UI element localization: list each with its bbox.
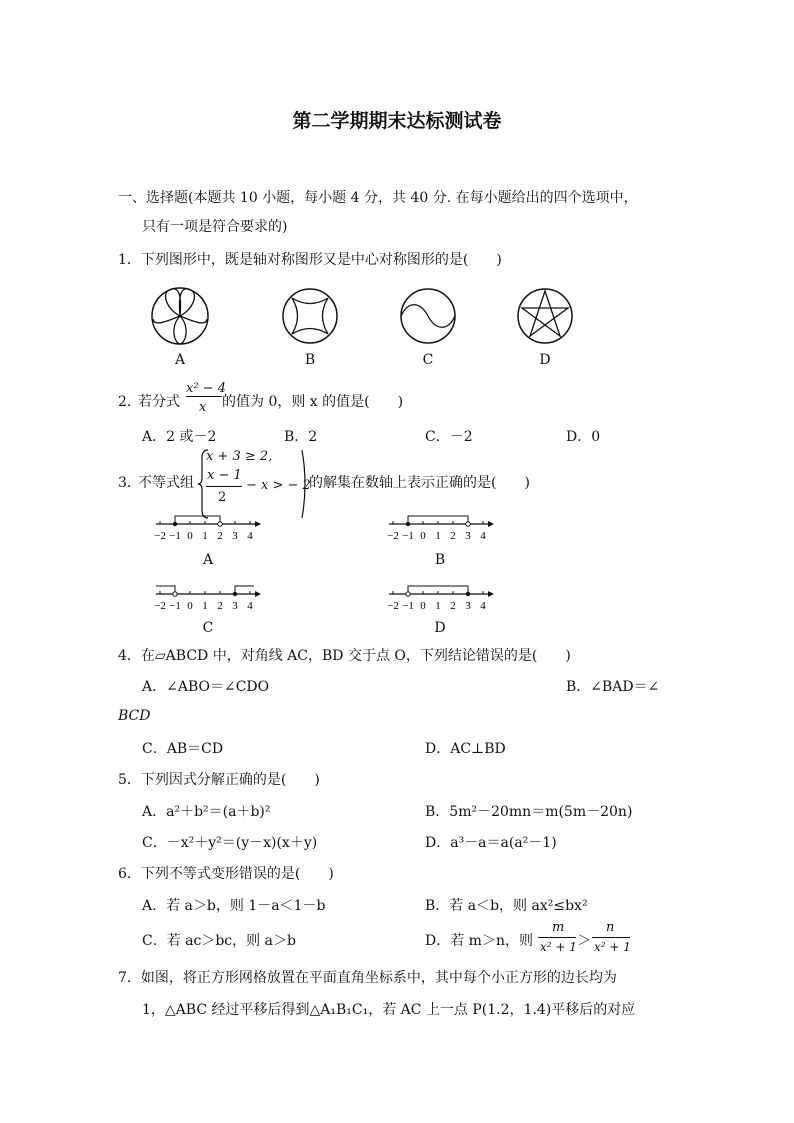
q4-option-b: B．∠BAD＝∠ [566, 679, 660, 695]
q3-numberline-a [150, 510, 270, 544]
tick-label: 4 [247, 530, 253, 542]
q5-stem: 5．下列因式分解正确的是( ) [118, 772, 320, 788]
tick-label: 0 [187, 600, 193, 612]
tick-label: −1 [402, 600, 414, 612]
q6-frac2-num: n [606, 920, 615, 935]
q2-option-b: B．2 [284, 429, 318, 445]
q1-stem: 1．下列图形中，既是轴对称图形又是中心对称图形的是( ) [118, 252, 502, 268]
tick-label: 0 [420, 530, 426, 542]
tick-label: 4 [480, 530, 486, 542]
q6-frac1-bar [538, 937, 576, 938]
q3-line2-rest: − x > − 2 [246, 478, 311, 493]
tick-label: 2 [450, 600, 456, 612]
tick-label: 3 [232, 530, 238, 542]
q2-pre: 若分式 [138, 394, 180, 410]
q6-option-c: C．若 ac＞bc，则 a＞b [142, 933, 296, 949]
tick-label: 3 [232, 600, 238, 612]
q1-label-b: B [304, 352, 316, 368]
q6-stem: 6．下列不等式变形错误的是( ) [118, 866, 334, 882]
tick-label: 4 [480, 600, 486, 612]
q3-numberline-b [383, 510, 503, 544]
q4-option-d: D．AC⊥BD [425, 741, 506, 757]
q6-frac-gt: ＞ [577, 933, 591, 949]
q3-label-c: C [202, 620, 214, 636]
q2-option-a: A．2 或－2 [142, 429, 217, 445]
q3-label-b: B [434, 552, 446, 568]
q7-line2: 1，△ABC 经过平移后得到△A₁B₁C₁，若 AC 上一点 P(1.2，1.4)平移后的对应 [142, 1002, 636, 1018]
q2-post: 的值为 0，则 x 的值是( ) [222, 394, 404, 410]
tick-label: 4 [247, 600, 253, 612]
q1-figure-a [140, 283, 240, 353]
q2-frac-den: x [199, 400, 207, 415]
q6-option-d-pre: D．若 m＞n，则 [425, 933, 533, 949]
q5-option-c: C．－x²＋y²＝(y－x)(x＋y) [142, 835, 318, 851]
q1-label-a: A [174, 352, 186, 368]
q2-frac-num: x² − 4 [186, 381, 226, 396]
q6-frac2-bar [592, 937, 630, 938]
tick-label: 2 [450, 530, 456, 542]
q3-num: 3． [118, 475, 141, 491]
tick-label: 3 [465, 600, 471, 612]
q4-option-b-cont: BCD [118, 708, 151, 724]
q3-frac-den: 2 [218, 490, 227, 505]
q6-option-a: A．若 a＞b，则 1－a＜1－b [142, 898, 326, 914]
q2-num: 2． [118, 394, 141, 410]
tick-label: 3 [465, 530, 471, 542]
q6-option-b: B．若 a＜b，则 ax²≤bx² [425, 898, 588, 914]
tick-label: −2 [154, 600, 166, 612]
q1-figure-b [270, 283, 370, 353]
section-heading: 一、选择题(本题共 10 小题，每小题 4 分，共 40 分. 在每小题给出的四个选项中， [118, 190, 638, 206]
q4-option-a: A．∠ABO＝∠CDO [142, 679, 270, 695]
section-heading-cont: 只有一项是符合要求的) [142, 219, 288, 235]
q6-frac1-num: m [552, 920, 565, 935]
q3-label-a: A [202, 552, 214, 568]
tick-label: 1 [435, 600, 441, 612]
tick-label: −1 [169, 600, 181, 612]
q1-label-d: D [539, 352, 551, 368]
tick-label: 1 [202, 530, 208, 542]
q1-figure-d [505, 283, 605, 353]
q3-numberline-c [150, 580, 270, 614]
tick-label: 0 [420, 600, 426, 612]
q2-option-c: C．－2 [425, 429, 473, 445]
q3-label-d: D [434, 620, 446, 636]
q3-pre: 不等式组 [138, 475, 194, 491]
q6-frac1-den: x² + 1 [540, 940, 577, 954]
q7-line1: 7．如图，将正方形网格放置在平面直角坐标系中，其中每个小正方形的边长均为 [118, 970, 617, 986]
q5-option-d: D．a³－a＝a(a²－1) [425, 835, 557, 851]
q3-numberline-d [383, 580, 503, 614]
q3-frac-num: x − 1 [207, 468, 242, 483]
q2-option-d: D．0 [566, 429, 601, 445]
q3-post: 的解集在数轴上表示正确的是( ) [309, 475, 530, 491]
q4-option-c: C．AB＝CD [142, 741, 224, 757]
tick-label: −1 [402, 530, 414, 542]
q5-option-b: B．5m²－20mn＝m(5m－20n) [425, 804, 633, 820]
tick-label: −2 [387, 530, 399, 542]
tick-label: 1 [435, 530, 441, 542]
tick-label: 1 [202, 600, 208, 612]
q4-stem: 4．在▱ABCD 中，对角线 AC，BD 交于点 O，下列结论错误的是( ) [118, 648, 571, 664]
q3-line1: x + 3 ≥ 2, [206, 449, 273, 464]
tick-label: 0 [187, 530, 193, 542]
page-title: 第二学期期末达标测试卷 [292, 110, 502, 132]
q6-frac2-den: x² + 1 [594, 940, 631, 954]
tick-label: 2 [217, 600, 223, 612]
q2-frac-bar [186, 396, 222, 397]
tick-label: −1 [169, 530, 181, 542]
q5-option-a: A．a²＋b²＝(a＋b)² [142, 804, 271, 820]
q1-label-c: C [422, 352, 434, 368]
tick-label: −2 [154, 530, 166, 542]
q3-frac-bar [206, 486, 242, 487]
q1-figure-c [388, 283, 488, 353]
tick-label: −2 [387, 600, 399, 612]
tick-label: 2 [217, 530, 223, 542]
